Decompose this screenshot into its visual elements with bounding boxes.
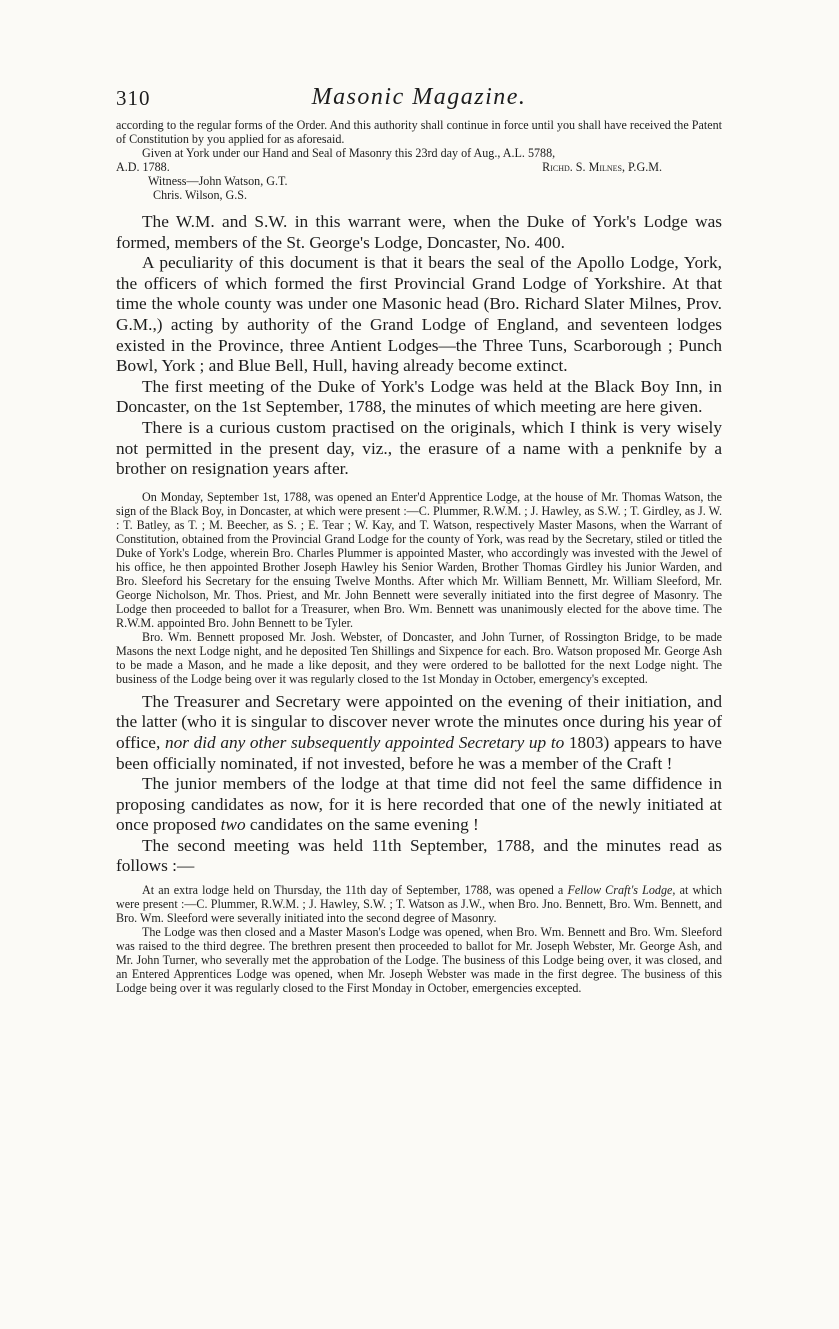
- minutes-paragraph: On Monday, September 1st, 1788, was opened an Enter'd Apprentice Lodge, at the house of Mr. Thomas Watson, the sign of the Black Boy, in Doncaster, at which were present :—C. Plummer, R.W.M. ; J. Hawley, as S.W. ; T. Girdley, as J. W. : T. Batley, as T. ; M. Beecher, as S. ; E. Tear ; W. Kay, and T. Watson, respectively Master Masons, when the Warrant of Constitution, obtained from the Provincial Grand Lodge for the county of York, was read by the Secretary, stiled or titled the Duke of York's Lodge, wherein Bro. Charles Plummer is appointed Master, who accordingly was invested with the Jewel of his office, he then appointed Brother Joseph Hawley his Senior Warden, Brother Thomas Girdley his Junior Warden, and Bro. Sleeford his Secretary for the ensuing Twelve Months. After which Mr. William Bennett, Mr. William Sleeford, Mr. George Nicholson, Mr. Thos. Priest, and Mr. John Bennett were severally initiated into the first degree of Masonry. The Lodge then proceeded to ballot for a Treasurer, when Bro. Wm. Bennett was unanimously elected for the above time. The R.W.M. appointed Bro. John Bennett to be Tyler.: [116, 489, 722, 630]
- warrant-paragraph: according to the regular forms of the Order. And this authority shall continue in force until you shall have received the Patent of Constitution by you applied for as aforesaid.: [116, 118, 722, 146]
- running-title: Masonic Magazine.: [311, 84, 527, 110]
- warrant-signature-row: [116, 160, 722, 174]
- body-paragraph: The first meeting of the Duke of York's Lodge was held at the Black Boy Inn, in Doncaster, on the 1st September, 1788, the minutes of which meeting are here given.: [116, 376, 722, 417]
- witness-line-2: Chris. Wilson, G.S.: [153, 188, 248, 202]
- warrant-extract: [116, 118, 722, 202]
- body-text-2: [116, 692, 722, 877]
- warrant-date: A.D. 1788.: [116, 160, 170, 174]
- body-paragraph: The W.M. and S.W. in this warrant were, when the Duke of York's Lodge was formed, members of the St. George's Lodge, Doncaster, No. 400.: [116, 212, 722, 252]
- body-italic-run: nor did any other subsequently appointed Secretary up to: [164, 732, 565, 752]
- warrant-signer: Richd. S. Milnes, P.G.M.: [542, 160, 662, 174]
- page-number: 310: [116, 86, 151, 110]
- body-paragraph: A peculiarity of this document is that it bears the seal of the Apollo Lodge, York, the officers of which formed the first Provincial Grand Lodge of Yorkshire. At that time the whole county was under one Masonic head (Bro. Richard Slater Milnes, Prov. G.M.,) acting by authority of the Grand Lodge of England, and seventeen lodges existed in the Province, three Antient Lodges—the Three Tuns, Scarborough ; Punch Bowl, York ; and Blue Bell, Hull, having already become extinct.: [116, 253, 722, 376]
- body-paragraph: There is a curious custom practised on the originals, which I think is very wisely not permitted in the present day, viz., the erasure of a name with a penknife by a brother on resignation years after.: [116, 417, 722, 479]
- witness-line-1: Witness—John Watson, G.T.: [148, 174, 288, 188]
- page-header: [116, 84, 722, 118]
- body-italic-run: two: [220, 815, 246, 835]
- warrant-given-line: Given at York under our Hand and Seal of Masonry this 23rd day of Aug., A.L. 5788,: [142, 146, 556, 160]
- minutes-text-run: At an extra lodge held on Thursday, the 11th day of September, 1788, was opened a: [142, 883, 564, 898]
- body-text-run: The junior members of the lodge at that time did not feel the same diffidence in proposing candidates as now, for it is here recorded that one of the newly initiated at once proposed: [116, 774, 722, 835]
- body-text-run: 1803) appears to have been officially nominated, if not invested, before he was a member of the Craft !: [116, 732, 722, 773]
- body-text-run: The Treasurer and Secretary were appointed on the evening of their initiation, and the latter (who it is singular to discover never wrote the minutes once during his year of office,: [116, 691, 722, 752]
- body-paragraph: The second meeting was held 11th September, 1788, and the minutes read as follows :—: [116, 835, 722, 876]
- minutes-paragraph: The Lodge was then closed and a Master Mason's Lodge was opened, when Bro. Wm. Bennett and Bro. Wm. Sleeford was raised to the third degree. The brethren present then proceeded to ballot for Mr. Joseph Webster, Mr. George Ash, and Mr. John Turner, who severally met the approbation of the Lodge. The business of this Lodge being over, it was closed, and an Entered Apprentices Lodge was opened, when Mr. Joseph Webster was made in the first degree. The business of this Lodge being over it was regularly closed to the First Monday in October, emergencies excepted.: [116, 925, 722, 996]
- minutes-second-meeting: [116, 883, 722, 995]
- body-text-run: candidates on the same evening !: [249, 815, 479, 835]
- minutes-text-run: at which were present :—C. Plummer, R.W.M. ; J. Hawley, S.W. ; T. Watson as J.W., when Bro. Jno. Bennett, Bro. Wm. Bennett, and Bro. Wm. Sleeford were severally initiated into the second degree of Masonry.: [116, 883, 723, 926]
- minutes-paragraph: Bro. Wm. Bennett proposed Mr. Josh. Webster, of Doncaster, and John Turner, of Rossington Bridge, to be made Masons the next Lodge night, and he deposited Ten Shillings and Sixpence for each. Bro. Watson proposed Mr. George Ash to be made a Mason, and he made a like deposit, and they were ordered to be ballotted for the next Lodge night. The business of the Lodge being over it was regularly closed to the 1st Monday in October, emergency's excepted.: [116, 629, 722, 686]
- minutes-paragraph: [116, 883, 722, 925]
- body-paragraph: [116, 774, 722, 836]
- body-paragraph: [116, 692, 722, 774]
- page: [116, 84, 722, 995]
- minutes-italic-run: Fellow Craft's Lodge,: [567, 883, 676, 898]
- minutes-first-meeting: [116, 490, 722, 686]
- body-text-1: [116, 212, 722, 480]
